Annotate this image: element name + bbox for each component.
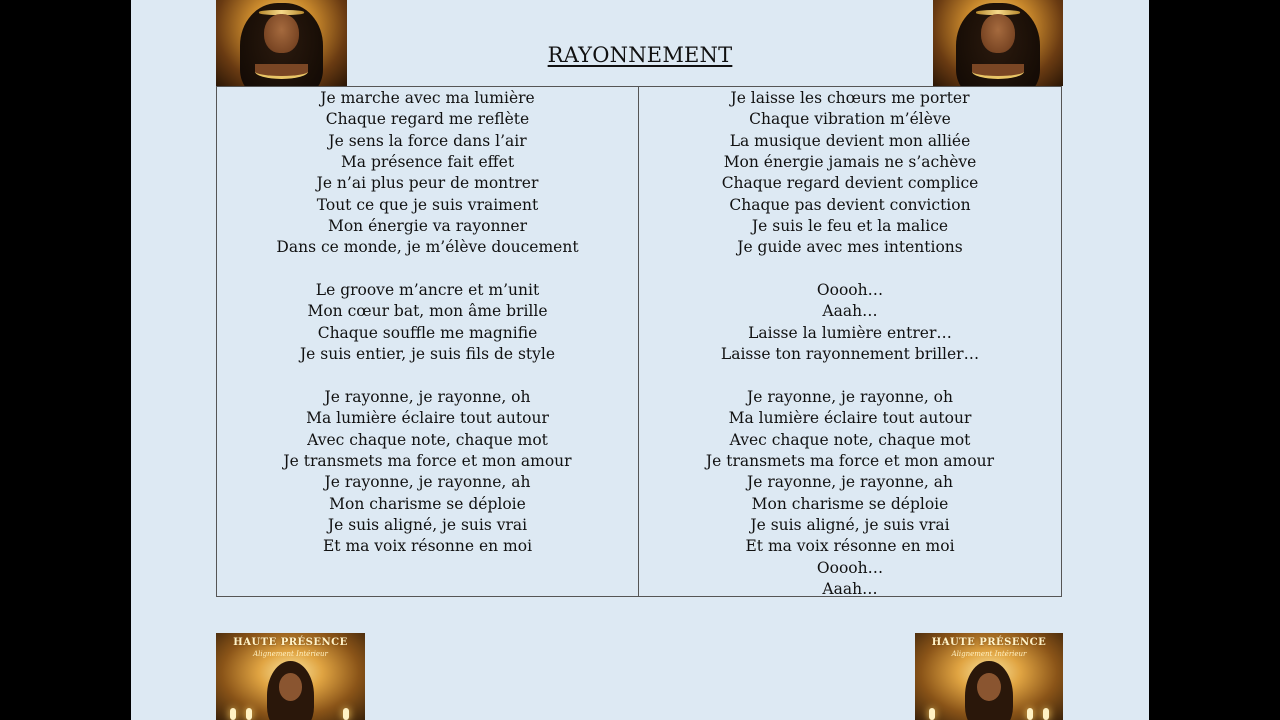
lyrics-stanza — [217, 280, 638, 365]
cover-title: HAUTE PRÉSENCE — [931, 637, 1047, 648]
lyric-line: Tout ce que je suis vraiment — [316, 195, 539, 214]
lyrics-stanza — [217, 387, 638, 558]
lyric-line: Je guide avec mes intentions — [737, 238, 963, 257]
lyrics-stanza — [639, 88, 1061, 259]
lyric-line: Le groove m’ancre et m’unit — [315, 281, 540, 300]
lyric-line: Ma lumière éclaire tout autour — [306, 409, 549, 428]
candle-icon — [246, 708, 252, 720]
portrait-face — [264, 14, 298, 54]
lyric-line: Avec chaque note, chaque mot — [307, 430, 548, 449]
album-cover-bottom-right — [915, 633, 1063, 720]
album-cover-bottom-left — [216, 633, 365, 720]
cover-figure-face — [977, 673, 1001, 701]
portrait-image-top-left — [216, 0, 347, 86]
lyric-line: Aaah… — [822, 579, 878, 598]
lyric-line: Chaque pas devient conviction — [729, 195, 971, 214]
lyric-line: Je suis le feu et la malice — [751, 217, 949, 236]
candle-icon — [230, 708, 236, 720]
lyric-line: Je sens la force dans l’air — [328, 131, 527, 150]
lyric-line: Mon cœur bat, mon âme brille — [307, 302, 548, 321]
lyric-line: La musique devient mon alliée — [729, 131, 971, 150]
lyric-line: Je laisse les chœurs me porter — [730, 89, 970, 107]
lyric-line: Ma présence fait effet — [340, 153, 515, 172]
lyric-line: Ooooh… — [816, 558, 884, 577]
lyric-line: Je suis entier, je suis fils de style — [299, 345, 556, 364]
lyric-line: Je rayonne, je rayonne, ah — [324, 473, 531, 492]
cover-subtitle: Alignement Intérieur — [951, 650, 1027, 658]
slide — [131, 0, 1149, 720]
portrait-necklace — [972, 64, 1024, 79]
cover-subtitle: Alignement Intérieur — [253, 650, 328, 658]
lyric-line: Je marche avec ma lumière — [320, 89, 535, 107]
lyrics-column-right — [639, 87, 1061, 596]
song-title: RAYONNEMENT — [547, 43, 733, 67]
candle-icon — [1043, 708, 1049, 720]
lyric-line: Ooooh… — [816, 281, 884, 300]
lyric-line: Chaque regard me reflète — [325, 110, 530, 129]
lyric-line: Chaque regard devient complice — [721, 174, 979, 193]
lyric-line: Je suis aligné, je suis vrai — [750, 515, 950, 534]
lyrics-stanza — [639, 387, 1061, 600]
lyric-line: Je transmets ma force et mon amour — [283, 451, 572, 470]
lyric-line: Mon charisme se déploie — [751, 494, 949, 513]
candle-icon — [343, 708, 349, 720]
cover-figure-face — [279, 673, 303, 701]
lyric-line: Je suis aligné, je suis vrai — [327, 515, 528, 534]
portrait-necklace — [255, 64, 307, 79]
lyric-line: Mon charisme se déploie — [329, 494, 526, 513]
lyric-line: Mon énergie jamais ne s’achève — [723, 153, 977, 172]
lyric-line: Je n’ai plus peur de montrer — [316, 174, 539, 193]
lyrics-table — [216, 86, 1062, 597]
lyrics-stanza — [639, 280, 1061, 365]
lyric-line: Je rayonne, je rayonne, oh — [747, 387, 953, 406]
lyric-line: Mon énergie va rayonner — [327, 217, 528, 236]
lyric-line: Je transmets ma force et mon amour — [705, 451, 995, 470]
lyric-line: Je rayonne, je rayonne, oh — [324, 387, 531, 406]
lyrics-column-left — [217, 87, 639, 596]
portrait-image-top-right — [933, 0, 1063, 86]
lyric-line: Chaque vibration m’élève — [749, 110, 951, 129]
candle-icon — [929, 708, 935, 720]
lyric-line: Aaah… — [822, 302, 878, 321]
candle-icon — [1027, 708, 1033, 720]
lyric-line: Je rayonne, je rayonne, ah — [747, 473, 953, 492]
lyric-line: Ma lumière éclaire tout autour — [728, 409, 972, 428]
lyric-line: Avec chaque note, chaque mot — [729, 430, 971, 449]
lyric-line: Et ma voix résonne en moi — [322, 537, 533, 556]
lyric-line: Chaque souffle me magnifie — [317, 323, 538, 342]
lyric-line: Dans ce monde, je m’élève doucement — [276, 238, 579, 257]
lyric-line: Laisse ton rayonnement briller… — [720, 345, 980, 364]
portrait-face — [981, 14, 1015, 54]
cover-title: HAUTE PRÉSENCE — [233, 637, 348, 648]
lyrics-stanza — [217, 88, 638, 259]
lyric-line: Laisse la lumière entrer… — [748, 323, 952, 342]
lyric-line: Et ma voix résonne en moi — [745, 537, 955, 556]
